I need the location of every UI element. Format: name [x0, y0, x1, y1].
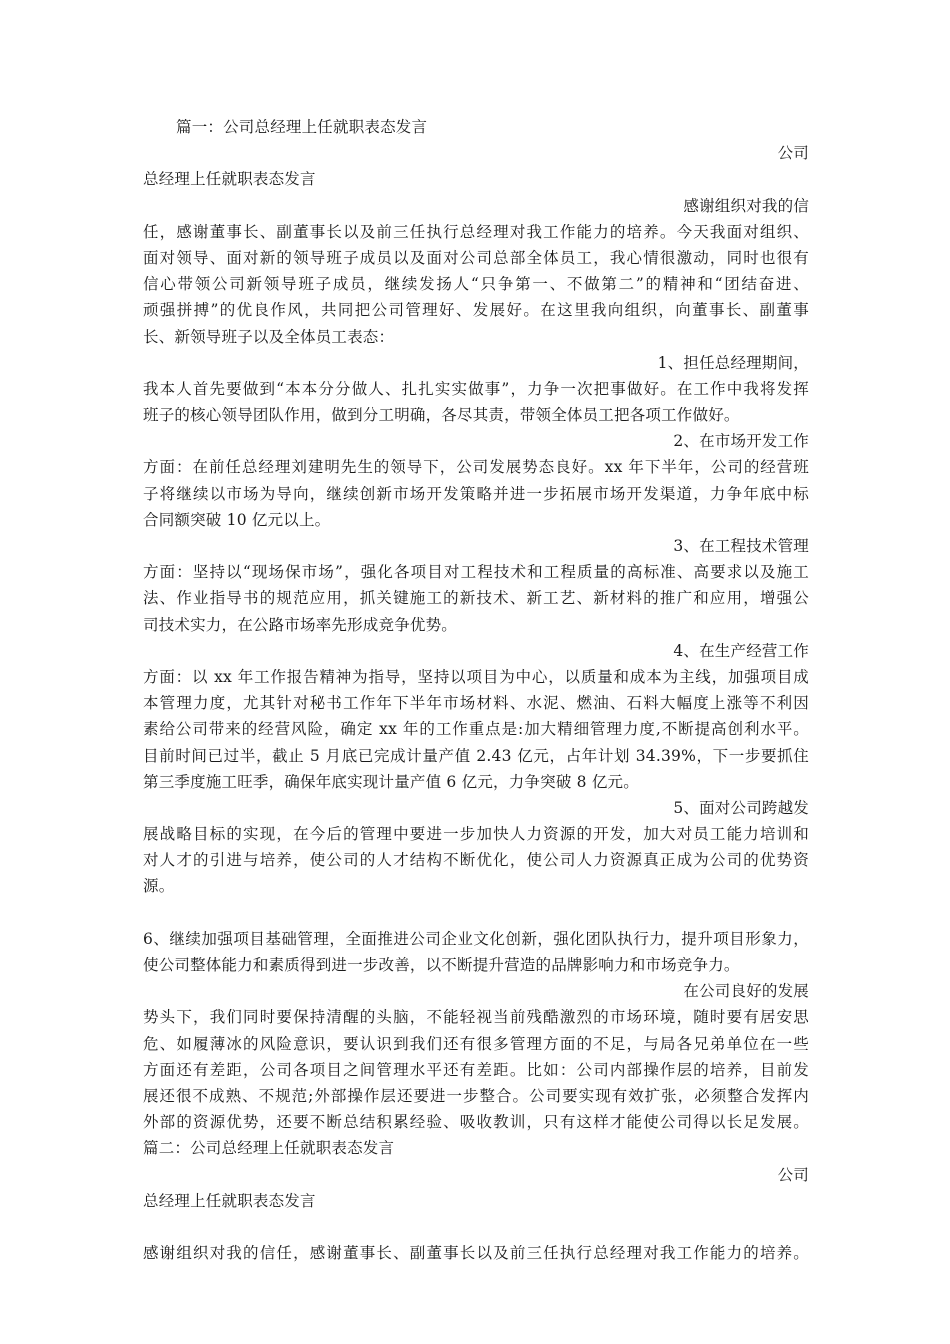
text-line: 方面：以 xx 年工作报告精神为指导，坚持以项目为中心，以质量和成本为主线，加强项目成: [143, 667, 809, 686]
text-line: 感谢组织对我的信: [683, 196, 809, 215]
text-line: 我本人首先要做到“本本分分做人、扎扎实实做事”，力争一次把事做好。在工作中我将发挥: [143, 379, 809, 398]
text-line: 总经理上任就职表态发言: [143, 170, 316, 189]
section-title: 篇一：公司总经理上任就职表态发言: [176, 118, 428, 136]
text-line: 公司: [777, 1165, 809, 1184]
text-line: 本管理力度，尤其针对秘书工作年下半年市场材料、水泥、燃油、石料大幅度上涨等不利因: [143, 694, 809, 713]
text-line: 方面：坚持以“现场保市场”，强化各项目对工程技术和工程质量的高标准、高要求以及施工: [143, 563, 809, 582]
text-line: 危、如履薄冰的风险意识，要认识到我们还有很多管理方面的不足，与局各兄弟单位在一些: [143, 1034, 809, 1053]
text-line: 方面：在前任总经理刘建明先生的领导下，公司发展势态良好。xx 年下半年，公司的经营班: [143, 458, 809, 477]
document-page: [143, 114, 809, 1266]
text-line: 篇二：公司总经理上任就职表态发言: [143, 1139, 395, 1158]
text-line: 司技术实力，在公路市场率先形成竞争优势。: [143, 615, 458, 634]
text-line: 1、担任总经理期间，: [657, 353, 809, 372]
text-line: 班子的核心领导团队作用，做到分工明确，各尽其责，带领全体员工把各项工作做好。: [143, 406, 740, 425]
text-line: 2、在市场开发工作: [673, 432, 809, 451]
text-line: 源。: [143, 877, 175, 896]
text-line: 6、继续加强项目基础管理，全面推进公司企业文化创新，强化团队执行力，提升项目形象力，: [143, 929, 809, 948]
text-line: 在公司良好的发展: [683, 982, 809, 1001]
text-line: 5、面对公司跨越发: [673, 798, 809, 817]
text-line: 外部的资源优势，还要不断总结积累经验、吸收教训，只有这样才能使公司得以长足发展。: [143, 1113, 809, 1132]
blank-line: [143, 900, 809, 926]
text-line: 对人才的引进与培养，使公司的人才结构不断优化，使公司人力资源真正成为公司的优势资: [143, 851, 809, 870]
text-line: 素给公司带来的经营风险，确定 xx 年的工作重点是:加大精细管理力度,不断提高创利水平。: [143, 720, 809, 739]
text-line: 第三季度施工旺季，确保年底实现计量产值 6 亿元，力争突破 8 亿元。: [143, 772, 639, 791]
text-line: 3、在工程技术管理: [673, 537, 809, 555]
text-line: 长、新领导班子以及全体员工表态：: [143, 327, 395, 346]
text-line: 任，感谢董事长、副董事长以及前三任执行总经理对我工作能力的培养。今天我面对组织、: [143, 222, 809, 241]
text-line: 公司: [777, 144, 809, 163]
text-line: 感谢组织对我的信任，感谢董事长、副董事长以及前三任执行总经理对我工作能力的培养。: [143, 1244, 809, 1263]
text-line: 顽强拼搏”的优良作风，共同把公司管理好、发展好。在这里我向组织，向董事长、副董事: [143, 301, 809, 320]
text-line: 方面还有差距，公司各项目之间管理水平还有差距。比如：公司内部操作层的培养，目前发: [143, 1060, 809, 1079]
blank-line: [143, 1214, 809, 1240]
text-line: 信心带领公司新领导班子成员，继续发扬人“只争第一、不做第二”的精神和“团结奋进、: [143, 275, 809, 294]
text-line: 使公司整体能力和素质得到进一步改善，以不断提升营造的品牌影响力和市场竞争力。: [143, 956, 740, 974]
text-line: 展战略目标的实现，在今后的管理中要进一步加快人力资源的开发，加大对员工能力培训和: [143, 825, 809, 844]
text-line: 子将继续以市场为导向，继续创新市场开发策略并进一步拓展市场开发渠道，力争年底中标: [143, 484, 809, 503]
text-line: 势头下，我们同时要保持清醒的头脑，不能轻视当前残酷激烈的市场环境，随时要有居安思: [143, 1008, 809, 1027]
text-line: 合同额突破 10 亿元以上。: [143, 510, 331, 529]
text-line: 面对领导、面对新的领导班子成员以及面对公司总部全体员工，我心情很激动，同时也很有: [143, 248, 809, 267]
text-line: 展还很不成熟、不规范;外部操作层还要进一步整合。公司要实现有效扩张，必须整合发挥内: [143, 1086, 809, 1105]
text-line: 4、在生产经营工作: [673, 641, 809, 660]
text-line: 目前时间已过半，截止 5 月底已完成计量产值 2.43 亿元，占年计划 34.39%，下一步要抓住: [143, 746, 809, 765]
text-line: 法、作业指导书的规范应用，抓关键施工的新技术、新工艺、新材料的推广和应用，增强公: [143, 589, 809, 608]
text-line: 总经理上任就职表态发言: [143, 1191, 316, 1210]
